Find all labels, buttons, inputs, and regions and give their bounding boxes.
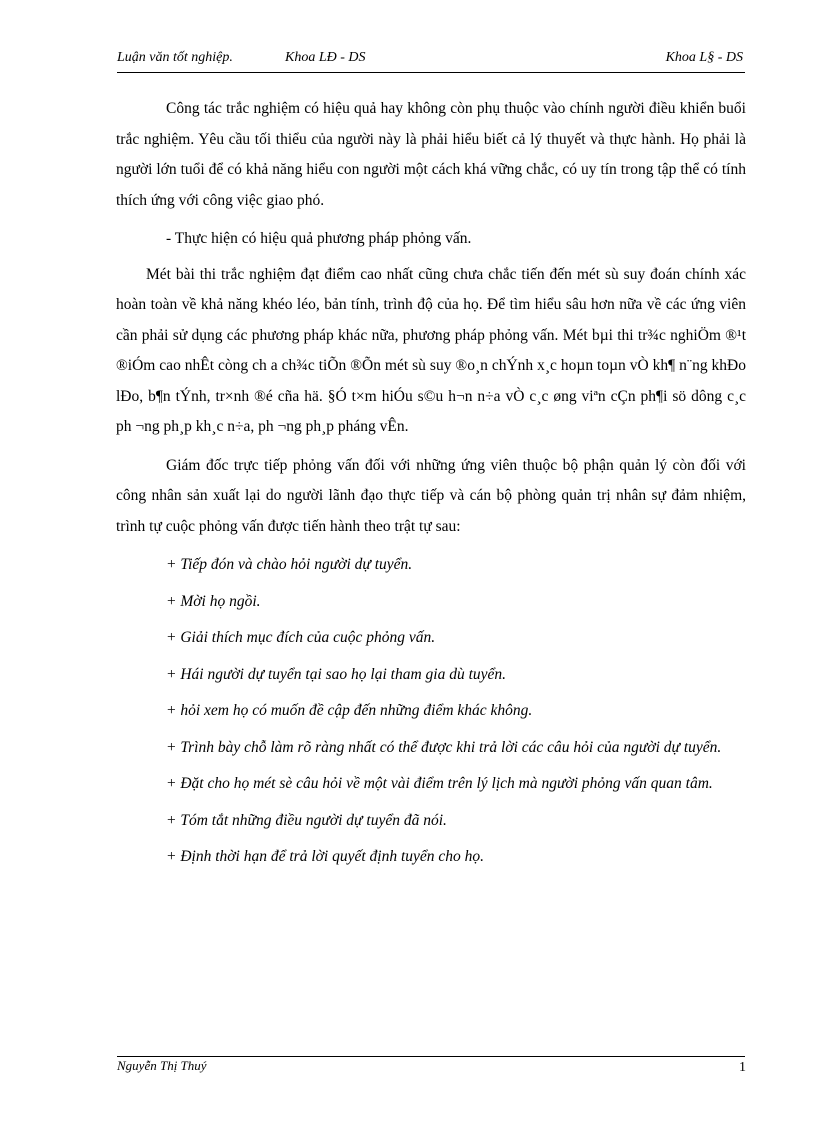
paragraph-interview-method: - Thực hiện có hiệu quả phương pháp phỏng vấn. <box>166 230 472 247</box>
list-item: + Trình bày chỗ làm rõ ràng nhất có thể được khi trả lời các câu hỏi của người dự tuyển. <box>166 738 722 756</box>
paragraph-interview-procedure: Giám đốc trực tiếp phỏng vấn đối với những ứng viên thuộc bộ phận quản lý còn đối với công nhân sản xuất lại do người lãnh đạo thực tiếp và cán bộ phòng quản trị nhân sự đảm nhiệm, trình tự cuộc phỏng vấn được tiến hành theo trật tự sau: <box>116 456 746 535</box>
header-thesis-label: Luận văn tốt nghiệp. <box>117 50 233 65</box>
document-body <box>116 94 746 879</box>
header-faculty-label-right: Khoa L§ - DS <box>665 50 743 65</box>
list-item: + Đặt cho họ mét sè câu hỏi về một vài điểm trên lý lịch mà người phỏng vấn quan tâm. <box>166 775 713 792</box>
page-header <box>117 50 743 70</box>
list-item: + Mời họ ngồi. <box>166 592 261 610</box>
header-divider <box>117 72 745 73</box>
footer-author-name: Nguyễn Thị Thuý <box>117 1058 207 1073</box>
list-item: + hỏi xem họ có muốn đề cập đến những điểm khác không. <box>166 702 533 719</box>
header-faculty-label: Khoa LĐ - DS <box>285 50 366 65</box>
list-item: + Hái người dự tuyển tại sao họ lại tham gia dù tuyển. <box>166 665 507 683</box>
footer-divider <box>117 1056 745 1057</box>
paragraph-test-limitations: Mét bài thi trắc nghiệm đạt điểm cao nhất cũng chưa chắc tiến đến mét sù suy đoán chính xác hoàn toàn về khả năng khéo léo, bản tính, trình độ của họ. Để tìm hiểu sâu hơn nữa về các ứng viên cần phải sử dụng các phương pháp khác nữa, phương pháp phỏng vấn. Mét bµi thi tr¾c nghiÖm ®¹t ®iÓm cao nhÊt còng ch a ch¾c tiÕn ®Õn mét sù suy ®o¸n chÝnh x¸c hoµn toµn vÒ kh¶ n¨ng khÐo lÐo, b¶n tÝnh, tr×nh ®é cña hä. §Ó t×m hiÓu s©u h¬n n÷a vÒ c¸c øng viªn cÇn ph¶i sö dông c¸c ph ¬ng ph¸p kh¸c n÷a, ph ¬ng ph¸p pháng vÊn. <box>116 265 746 435</box>
list-item: + Định thời hạn để trả lời quyết định tuyển cho họ. <box>166 848 485 865</box>
list-item: + Giải thích mục đích của cuộc phỏng vấn. <box>166 629 436 646</box>
list-item: + Tiếp đón và chào hỏi người dự tuyển. <box>166 556 413 573</box>
list-item: + Tóm tắt những điều người dự tuyển đã nói. <box>166 811 447 829</box>
paragraph-interviewer-requirements: Công tác trắc nghiệm có hiệu quả hay không còn phụ thuộc vào chính người điều khiển buổi trắc nghiệm. Yêu cầu tối thiểu của người này là phải hiểu biết cả lý thuyết và thực hành. Họ phải là người lớn tuổi để có khả năng hiểu con người một cách khá vững chắc, có uy tín trong tập thể có tính thích ứng với công việc giao phó. <box>116 100 746 209</box>
page-number: 1 <box>739 1060 746 1075</box>
